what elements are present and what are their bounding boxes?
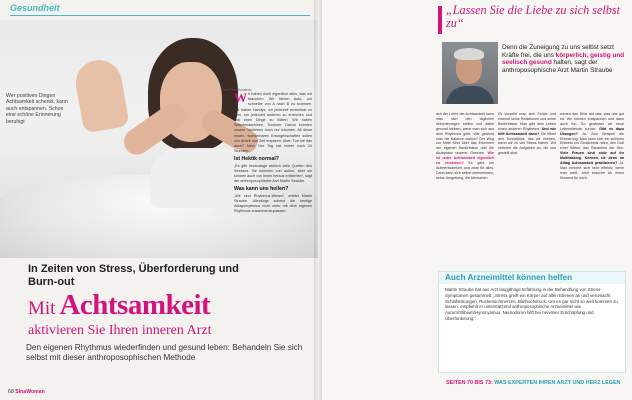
section-label: Gesundheit [10,3,60,13]
pull-quote: „Lassen Sie die Liebe zu sich selbst zu“ [446,3,621,30]
photo-caption: Wer positiven Dingen Achtsamkeit schenkt, kann auch entspannen. Schon eine schöne Erinnerung beruhigt [6,93,68,125]
headline-subline: aktivieren Sie Ihren inneren Arzt [28,323,212,338]
dropcap: W [234,90,247,105]
section-rule [10,15,310,16]
author-credit: Text: Peter Kanzlerin [222,88,252,92]
article-paragraph-1: ir haben doch eigentlich alles, was wir brauchen. Wir fahren Auto, um schneller von A nach B zu kommen. Wir haben Handys, um jederzeit erreichbar zu sein, um jederzeit anderen zu erreichen und mal eben Dinge zu klären. Wir haben Waschmaschinen, Trockner. Davon konnten unsere Vorfahren doch nur träumen. All diese neuen, wunderbaren Errungenschaften sollen uns Arbeit und Zeit ersparen. Aber: Tun sie das auch? Nein. Der Tag hat immer noch 24 Stunden. [234,92,312,154]
article-paragraph-2: „Es gibt heutzutage wirklich viele Quellen des Stresses. Sie kommen von außen, aber sie können auch von innen heraus entstehen“, sagt der anthroposophische Arzt Martin Straube. [234,163,312,184]
article-subhead-2: Was kann uns heilen? [234,186,289,193]
sidebar-title: Auch Arzneimittel können helfen [439,272,625,284]
article-subhead-1: Ist Hektik normal? [234,156,279,163]
article-column-3: werten den Blick auf das, was uns gut tut. Wir können entspannen und dann auch tun. So gewinnen wir neue Lebensfreude zurück. Gibt es dazu Übungen? Ja. Zum Beispiel die Erinnerung: Man kann sich ein schönes Erlebnis ins Gedächtnis rufen, den Duft einer Wiese, das Rauschen der See. Viele Frauen sind stolz auf ihr Multitasking. Können sie denn im Alltag Achtsamkeit praktizieren? Ja. Man erinnert sich sehr effektiv, wenn man weiß: Jetzt brauche ich einen Moment für mich. [560,112,624,180]
article-column-left [234,92,312,214]
page-number: 68 [8,389,14,395]
quote-accent-bar [438,6,442,34]
article-paragraph-3: „Wir sind Rhythmus-Wesen“, erklärt Martin Straube. Allerdings scheint die heutige Alltagsrhythmus nicht mehr mit dem eigenen Rhythmus zusammenzupassen. [234,193,312,214]
question-highlight: Wie ist unter Achtsamkeit eigentlich zu verstehen? [436,151,495,166]
expert-portrait [442,42,498,104]
spread-gutter [314,0,322,400]
article-column-1: ach der Lehre der Achtsamkeit kann man sich den täglichen Anforderungen stellen und dabei gesund bleiben, wenn man sich aus dem Rhythmus geht. Wie gewinnt man die Balance zurück? Der Weg zur Mitte führt über das Erkennen der eigenen Bedürfnisse und die Akzeptanz unserer Grenzen. Wie ist unter Achtsamkeit eigentlich zu verstehen? Es geht um Aufmerksamkeit, und zwar für alles. Dann kann sich selbst wahrnehmen, seine Umgebung, die Menschen. [436,112,495,180]
page-teaser [446,380,620,386]
question-bold-2: Viele Frauen sind stolz auf ihr Multitasking. Können sie denn im Alltag Achtsamkeit praktizieren? [560,151,624,166]
intro-text: Denn die Zuneigung zu uns selbst setzt Kräfte frei, die uns körperlich, geistig und seelisch gesund halten, sagt der anthroposophische Arzt Martin Straube [502,44,625,74]
question-bold: Und wie hilft Achtsamkeit dann? [498,126,556,136]
article-column-2: Es verzeiht man sich Fehler und erkennt seine Reaktionen und seine Bedürfnisse. Man gibt dem Leben einen anderen Rhythmus. Und wie hilft Achtsamkeit dann? Sie öffnet den Tunnelblick, das wir erleben, wenn wir zu viel Stress haben. Wir nehmen die Aufgaben an, die uns gestellt sind. [498,112,556,156]
sidebar-box [438,271,626,373]
brand-name: SinaWoman [15,389,45,395]
right-page [318,0,632,400]
headline [28,289,210,322]
teaser-text: WAS EXPERTEN IHREN ARZT UND HERZ LEGEN [494,380,621,386]
deck-text: Den eigenen Rhythmus wiederfinden und gesund leben: Behandeln Sie sich selbst mit dieser anthroposophischen Methode [26,343,303,362]
folio [8,389,45,395]
intro-highlight: körperlich, geistig und seelisch gesund [502,51,625,67]
kicker: In Zeiten von Stress, Überforderung und Burn-out [28,263,239,288]
teaser-lead: SEITEN 70 BIS 73: [446,380,493,386]
headline-prefix: Mit [28,298,56,319]
sidebar-body: Martin Straube hat aus Arzt langjährige Erfahrung in der Behandlung von Stress-Symptomen gesammelt: „Stress greift ein Körper auf allen Ebenen an und verursacht Schlafstörungen, Rückenschmerzen, Bluthochdruck. Um es gar nicht so weit kommen zu lassen, empfiehlt er unterstützend anthroposophische Arzneimittel wie Aurum/Stibium/Hyoscyamus. Neurodoron hilft bei nervöser Erschöpfung und Überforderung.“ [445,287,618,321]
headline-main: Achtsamkeit [59,289,211,321]
question-bold-1: Gibt es dazu Übungen? [560,126,624,136]
